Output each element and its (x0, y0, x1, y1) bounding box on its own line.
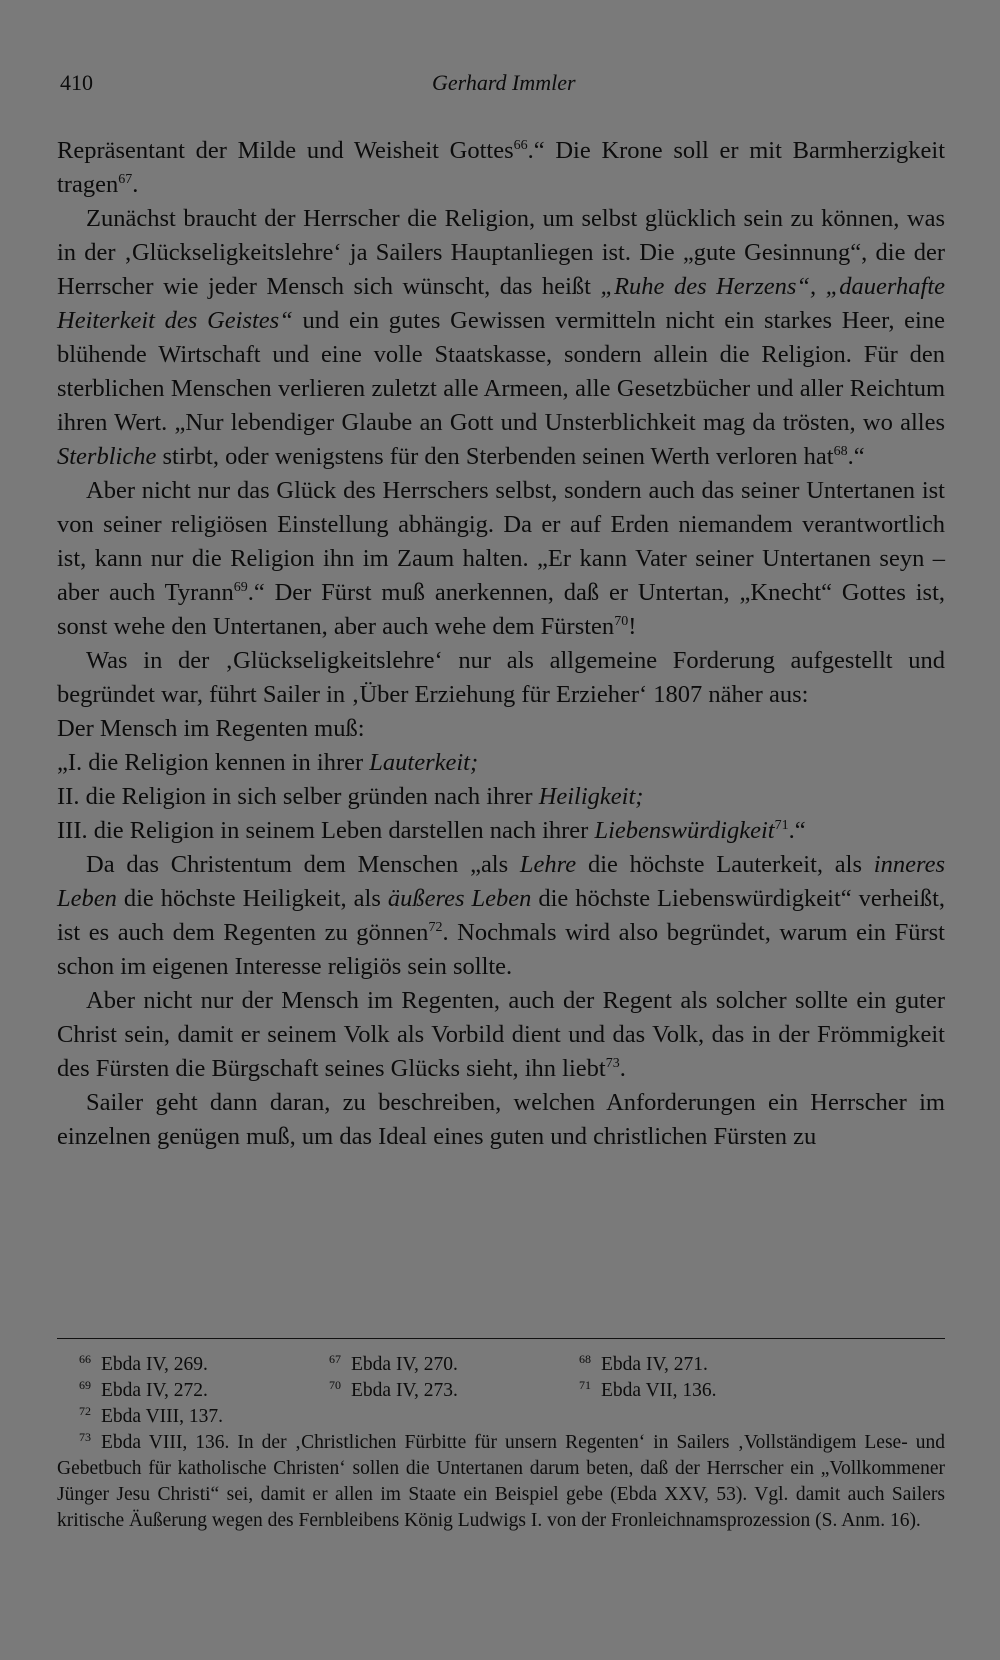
footnote-text: Ebda IV, 270. (351, 1354, 458, 1375)
footnote-text: Ebda IV, 271. (601, 1354, 708, 1375)
footnote (57, 1352, 307, 1378)
footnote-text: Ebda IV, 272. (101, 1380, 208, 1401)
footnote (557, 1378, 807, 1404)
footnote-number: 69 (79, 1378, 91, 1392)
text-run: III. die Religion in seinem Leben darstellen nach ihrer (57, 817, 595, 844)
paragraph (57, 644, 945, 712)
text-run: . (619, 1055, 626, 1082)
footnote-ref: 69 (233, 580, 248, 595)
paragraph (57, 814, 945, 848)
text-run: Sailer geht dann daran, zu beschreiben, welchen Anforderungen ein Herrscher im einzelnen genügen muß, um das Ideal eines guten und christlichen Fürsten zu (57, 1089, 945, 1150)
text-run: die höchste Lauterkeit, als (576, 851, 874, 878)
footnote-number: 71 (579, 1378, 591, 1392)
footnote-number: 70 (329, 1378, 341, 1392)
text-run: .“ (847, 443, 865, 470)
text-run: .“ Der Fürst muß anerkennen, daß er Untertan, „Knecht“ Gottes ist, sonst wehe den Untertanen, aber auch wehe dem Fürsten (57, 579, 945, 640)
footnote (57, 1378, 307, 1404)
text-run: stirbt, oder wenigstens für den Sterbenden seinen Werth verloren hat (156, 443, 834, 470)
italic-text: äußeres Leben (387, 885, 532, 912)
italic-text: Lehre (519, 851, 577, 878)
footnote-text: Ebda VII, 136. (601, 1380, 717, 1401)
footnote-number: 66 (79, 1352, 91, 1366)
text-run: Der Mensch im Regenten muß: (57, 715, 365, 742)
text-run: .“ (788, 817, 806, 844)
footnote-row (57, 1404, 945, 1430)
footnote-ref: 66 (513, 138, 528, 153)
footnote-rule (57, 1338, 945, 1339)
footnote-ref: 71 (774, 818, 789, 833)
footnote-number: 67 (329, 1352, 341, 1366)
footnote-number: 68 (579, 1352, 591, 1366)
footnote (307, 1378, 557, 1404)
footnote-ref: 67 (118, 172, 133, 187)
italic-text: Liebenswürdigkeit (594, 817, 775, 844)
footnote-row (57, 1352, 945, 1378)
text-run: . (132, 171, 139, 198)
footnote-text: Ebda IV, 269. (101, 1354, 208, 1375)
text-run: „I. die Religion kennen in ihrer (57, 749, 370, 776)
paragraph (57, 746, 945, 780)
footnote-ref: 70 (614, 614, 629, 629)
italic-text: „Ruhe des Herzens“, „dauerhafte Heiterkeit des Geistes“ (57, 273, 945, 334)
paragraph (57, 780, 945, 814)
text-run: II. die Religion in sich selber gründen nach ihrer (57, 783, 539, 810)
text-run: ! (628, 613, 637, 640)
paragraph (57, 984, 945, 1086)
paragraph (57, 712, 945, 746)
italic-text: Lauterkeit; (369, 749, 479, 776)
main-text (57, 134, 945, 1154)
text-run: .“ Die Krone soll er mit Barmherzigkeit tragen (57, 137, 946, 198)
footnote-ref: 73 (605, 1056, 620, 1071)
footnotes (57, 1352, 945, 1534)
text-run: Zunächst braucht der Herrscher die Religion, um selbst glücklich sein zu können, was in der ‚Glückseligkeitslehre‘ ja Sailers Hauptanliegen ist. Die „gute Gesinnung“, die der Herrscher wie jeder Mensch sich wünscht, das heißt (57, 205, 945, 300)
footnote-text: Ebda VIII, 137. (101, 1406, 224, 1427)
footnote (57, 1404, 307, 1430)
footnote-73 (57, 1430, 945, 1534)
italic-text: Sterbliche (57, 443, 157, 470)
text-run: Was in der ‚Glückseligkeitslehre‘ nur als allgemeine Forderung aufgestellt und begründet war, führt Sailer in ‚Über Erziehung für Erzieher‘ 1807 näher aus: (57, 647, 945, 708)
text-run: die höchste Heiligkeit, als (116, 885, 388, 912)
footnote (307, 1352, 557, 1378)
footnote (557, 1352, 807, 1378)
paragraph (57, 474, 945, 644)
paragraph (57, 1086, 945, 1154)
text-run: die höchste Liebenswürdigkeit“ verheißt, ist es auch dem Regenten zu gönnen (57, 885, 945, 946)
text-run: . Nochmals wird also begründet, warum ein Fürst schon im eigenen Interesse religiös sein sollte. (57, 919, 945, 980)
text-run: Aber nicht nur der Mensch im Regenten, auch der Regent als solcher sollte ein guter Christ sein, damit er seinem Volk als Vorbild dient und das Volk, das in der Frömmigkeit des Fürsten die Bürgschaft seines Glücks sieht, ihn liebt (57, 987, 945, 1082)
italic-text: inneres Leben (57, 851, 945, 912)
footnote-text: Ebda VIII, 136. In der ‚Christlichen Fürbitte für unsern Regenten‘ in Sailers ‚Vollständigem Lese- und Gebetbuch für katholische Christen‘ sollen die Untertanen darum beten, daß der Herrscher ein „Vollkommener Jünger Jesu Christi“ sei, damit er allen im Staate ein Beispiel gebe (Ebda XXV, 53). Vgl. damit auch Sailers kritische Äußerung wegen des Fernbleibens König Ludwigs I. von der Fronleichnamsprozession (S. Anm. 16). (57, 1432, 945, 1531)
footnote-ref: 68 (833, 444, 848, 459)
text-run: und ein gutes Gewissen vermitteln nicht ein starkes Heer, eine blühende Wirtschaft und eine volle Staatskasse, sondern allein die Religion. Für den sterblichen Menschen verlieren zuletzt alle Armeen, alle Gesetzbücher und aller Reichtum ihren Wert. „Nur lebendiger Glaube an Gott und Unsterblichkeit mag da trösten, wo alles (57, 307, 945, 436)
running-head-author: Gerhard Immler (432, 70, 576, 95)
text-run: Aber nicht nur das Glück des Herrschers selbst, sondern auch das seiner Untertanen ist von seiner religiösen Einstellung abhängig. Da er auf Erden niemandem verantwortlich ist, kann nur die Religion ihn im Zaum halten. „Er kann Vater seiner Untertanen seyn – aber auch Tyrann (57, 477, 945, 606)
italic-text: Heiligkeit; (538, 783, 644, 810)
footnote-number: 73 (79, 1430, 91, 1444)
text-run: Repräsentant der Milde und Weisheit Gottes (57, 137, 514, 164)
text-run: Da das Christentum dem Menschen „als (86, 851, 520, 878)
footnote-row (57, 1378, 945, 1404)
footnote-text: Ebda IV, 273. (351, 1380, 458, 1401)
paragraph (57, 134, 945, 202)
footnote-number: 72 (79, 1404, 91, 1418)
page-header (57, 70, 945, 110)
paragraph (57, 202, 945, 474)
paragraph (57, 848, 945, 984)
page-number: 410 (60, 70, 93, 95)
footnote-ref: 72 (428, 920, 443, 935)
